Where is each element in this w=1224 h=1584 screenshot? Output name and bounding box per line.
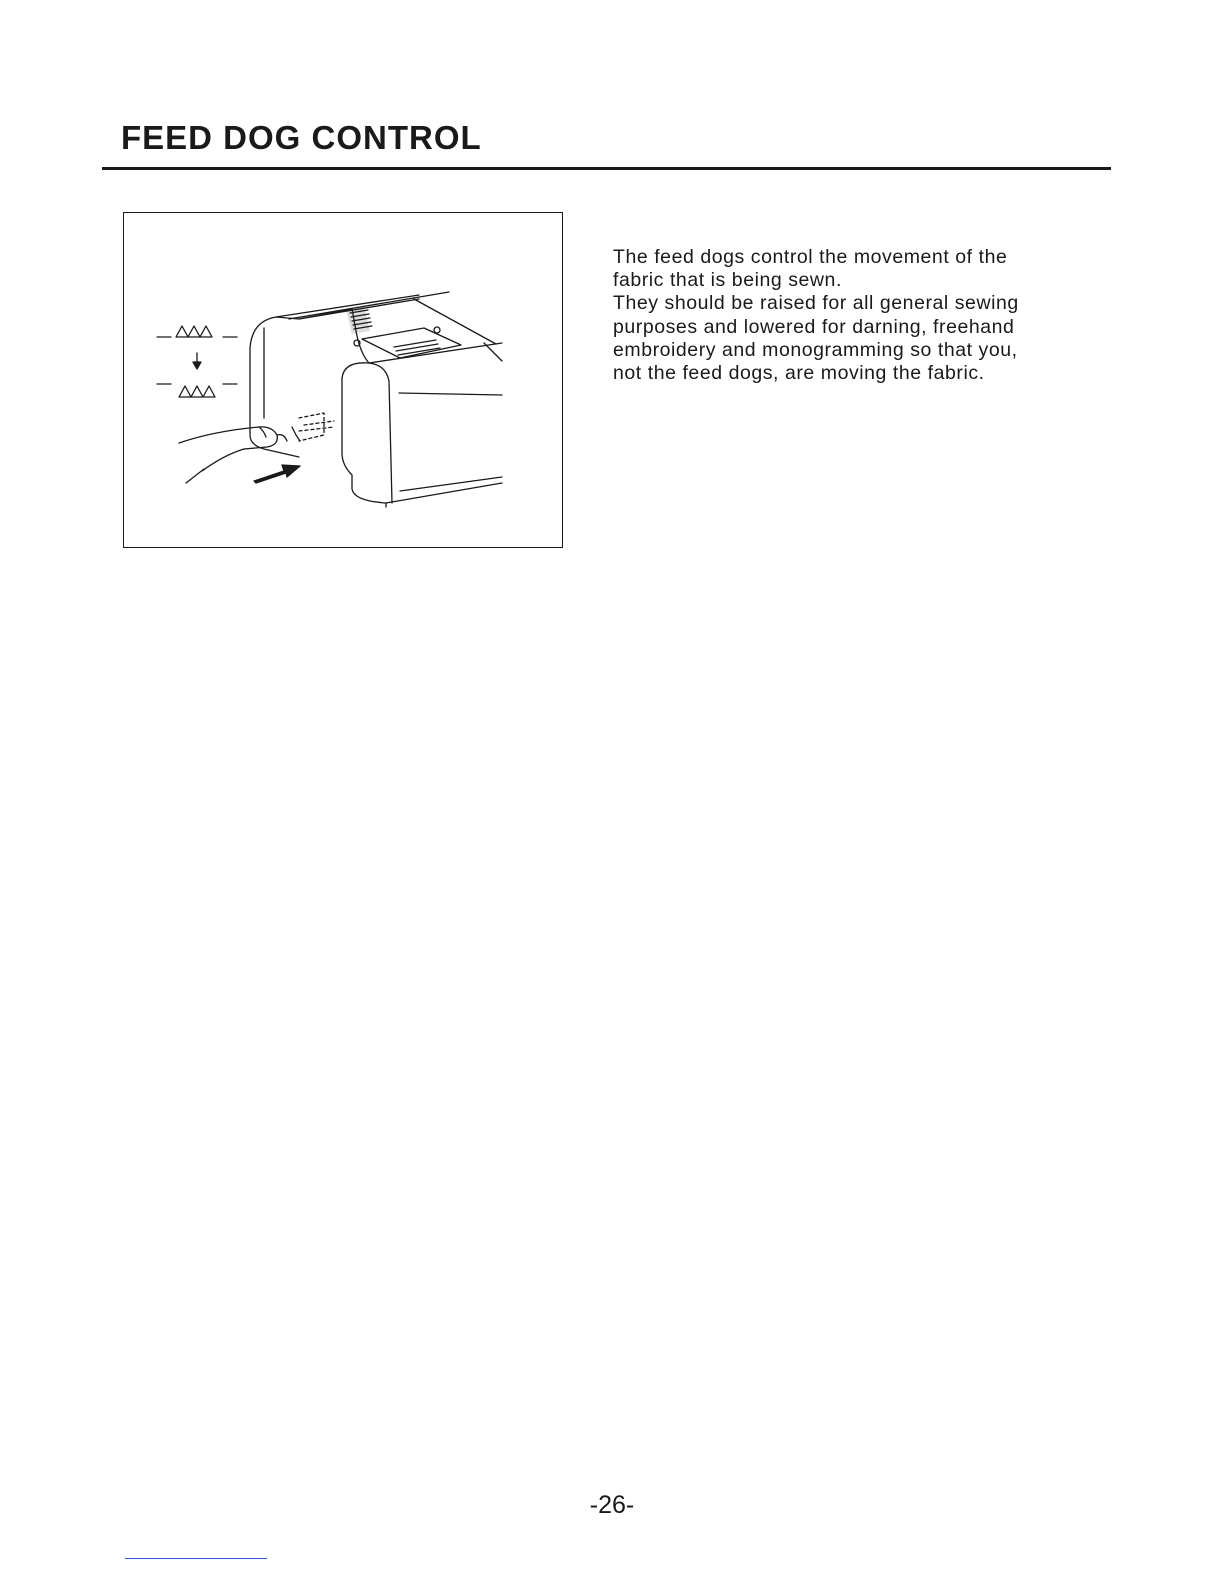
down-arrow-icon bbox=[193, 353, 201, 369]
feed-dog-figure bbox=[123, 212, 563, 548]
description-line: The feed dogs control the movement of the bbox=[613, 246, 1008, 268]
hand-icon bbox=[179, 427, 287, 483]
feed-dog-description bbox=[613, 246, 1083, 385]
description-line: not the feed dogs, are moving the fabric. bbox=[613, 362, 985, 385]
description-line: embroidery and monogramming so that you, bbox=[613, 338, 1018, 361]
page-number: -26- bbox=[589, 1491, 635, 1519]
description-line: They should be raised for all general sewing bbox=[613, 292, 1019, 315]
page-title: FEED DOG CONTROL bbox=[121, 119, 482, 156]
description-line: purposes and lowered for darning, freehand bbox=[613, 315, 1015, 338]
sewing-machine-illustration bbox=[124, 213, 564, 549]
feed-dog-lowered-icon bbox=[157, 384, 237, 397]
title-divider bbox=[102, 167, 1111, 170]
feed-dog-raised-icon bbox=[157, 326, 237, 337]
footer-link-underline bbox=[125, 1558, 267, 1559]
description-line: fabric that is being sewn. bbox=[613, 269, 842, 292]
push-arrow-icon bbox=[254, 465, 300, 483]
